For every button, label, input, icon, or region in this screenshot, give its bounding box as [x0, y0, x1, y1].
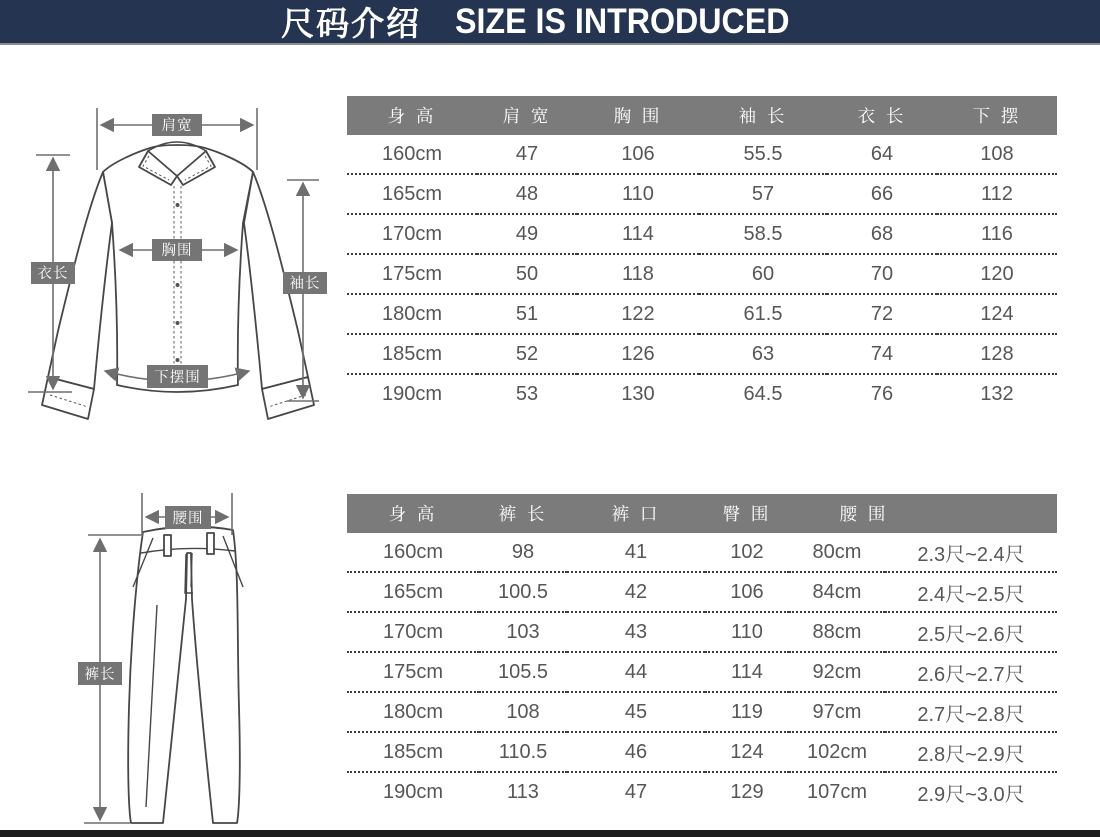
table-cell: 2.9尺~3.0尺	[917, 783, 1025, 806]
table-row	[347, 174, 1057, 214]
table-cell: 170cm	[347, 214, 477, 254]
table-cell: 76	[870, 382, 894, 405]
table-cell: 51	[477, 294, 577, 334]
column-header-sleeve: 袖 长	[699, 96, 827, 135]
table-row	[347, 652, 1057, 692]
shirt-table-header-row	[347, 96, 1057, 135]
table-row	[347, 612, 1057, 652]
column-header-shoulder: 肩 宽	[477, 96, 577, 135]
table-cell: 60	[699, 254, 827, 294]
table-cell: 120	[937, 254, 1057, 294]
table-cell: 41	[567, 533, 705, 572]
table-row	[347, 533, 1057, 572]
table-cell: 63	[699, 334, 827, 374]
table-cell: 2.7尺~2.8尺	[885, 692, 1057, 732]
column-header-chest: 胸 围	[577, 96, 699, 135]
table-cell: 106	[705, 572, 789, 612]
table-cell: 165cm	[347, 572, 479, 612]
table-row	[347, 374, 1057, 413]
table-cell: 175cm	[347, 254, 477, 294]
table-cell: 92cm	[789, 652, 885, 692]
table-cell: 50	[477, 254, 577, 294]
table-cell: 113	[507, 780, 539, 803]
table-cell: 175cm	[347, 652, 479, 692]
shirt-table-body	[347, 135, 1057, 413]
waist-label: 腰围	[172, 511, 204, 527]
table-cell: 44	[567, 652, 705, 692]
page-title-english: SIZE IS INTRODUCED	[455, 1, 790, 41]
pants-table-body	[347, 533, 1057, 811]
table-cell: 84cm	[789, 572, 885, 612]
shirt-size-table	[347, 96, 1057, 413]
table-cell: 180cm	[347, 294, 477, 334]
table-cell: 68	[827, 214, 937, 254]
table-cell: 110	[705, 612, 789, 652]
table-cell: 110.5	[479, 732, 567, 772]
table-cell: 129	[730, 780, 764, 803]
table-cell: 49	[477, 214, 577, 254]
table-cell: 100.5	[479, 572, 567, 612]
pants-size-table	[347, 494, 1057, 811]
table-cell: 190cm	[381, 382, 443, 405]
column-header-hem: 下 摆	[937, 96, 1057, 135]
table-cell: 45	[567, 692, 705, 732]
table-cell: 64.5	[743, 382, 783, 405]
table-cell: 124	[705, 732, 789, 772]
chest-label: 胸围	[161, 243, 193, 259]
table-cell: 64	[827, 135, 937, 174]
table-cell: 118	[577, 254, 699, 294]
table-cell: 102	[705, 533, 789, 572]
table-cell: 58.5	[699, 214, 827, 254]
table-cell: 47	[624, 780, 648, 803]
table-cell: 105.5	[479, 652, 567, 692]
table-cell: 103	[479, 612, 567, 652]
table-cell: 160cm	[347, 135, 477, 174]
table-cell: 106	[577, 135, 699, 174]
page-title-chinese: 尺码介绍	[281, 5, 422, 42]
shirt-measurement-diagram	[0, 55, 345, 420]
table-cell: 88cm	[789, 612, 885, 652]
table-cell: 185cm	[347, 334, 477, 374]
table-cell: 130	[621, 382, 655, 405]
column-header-height: 身 高	[347, 494, 479, 533]
table-cell: 116	[937, 214, 1057, 254]
table-cell: 128	[937, 334, 1057, 374]
column-header-hip: 臀 围	[705, 494, 789, 533]
table-cell: 2.3尺~2.4尺	[885, 533, 1057, 572]
table-cell: 112	[937, 174, 1057, 214]
column-header-pants-length: 裤 长	[479, 494, 567, 533]
hem-label: 下摆围	[154, 370, 201, 386]
table-cell: 110	[577, 174, 699, 214]
table-cell: 53	[515, 382, 539, 405]
table-row	[347, 214, 1057, 254]
table-cell: 70	[827, 254, 937, 294]
table-row	[347, 732, 1057, 772]
table-cell: 126	[577, 334, 699, 374]
table-cell: 47	[477, 135, 577, 174]
table-cell: 132	[980, 382, 1014, 405]
table-cell: 46	[567, 732, 705, 772]
table-cell: 80cm	[789, 533, 885, 572]
table-row	[347, 572, 1057, 612]
pants-outline	[128, 526, 243, 823]
table-cell: 74	[827, 334, 937, 374]
table-cell: 102cm	[789, 732, 885, 772]
table-cell: 165cm	[347, 174, 477, 214]
table-cell: 114	[577, 214, 699, 254]
pants-measurement-diagram	[40, 477, 300, 835]
table-cell: 97cm	[789, 692, 885, 732]
table-cell: 52	[477, 334, 577, 374]
table-row	[347, 334, 1057, 374]
title-bar	[0, 0, 1100, 45]
table-cell: 61.5	[699, 294, 827, 334]
table-cell: 170cm	[347, 612, 479, 652]
sleeve-length-label: 袖长	[289, 276, 321, 292]
table-row	[347, 135, 1057, 174]
table-cell: 57	[699, 174, 827, 214]
column-header-height: 身 高	[347, 96, 477, 135]
table-cell: 66	[827, 174, 937, 214]
column-header-cuff: 裤 口	[567, 494, 705, 533]
table-cell: 72	[827, 294, 937, 334]
table-cell: 2.4尺~2.5尺	[885, 572, 1057, 612]
table-cell: 114	[705, 652, 789, 692]
column-header-waist: 腰 围	[789, 494, 1057, 533]
table-cell: 107cm	[806, 780, 868, 803]
table-cell: 43	[567, 612, 705, 652]
table-row	[347, 692, 1057, 732]
table-cell: 160cm	[347, 533, 479, 572]
shoulder-width-label: 肩宽	[161, 118, 193, 134]
table-cell: 124	[937, 294, 1057, 334]
table-cell: 48	[477, 174, 577, 214]
table-cell: 98	[479, 533, 567, 572]
column-header-length: 衣 长	[827, 96, 937, 135]
table-cell: 190cm	[382, 780, 444, 803]
table-cell: 180cm	[347, 692, 479, 732]
garment-length-label: 衣长	[37, 266, 69, 282]
table-row	[347, 772, 1057, 811]
pants-length-label: 裤长	[84, 667, 116, 683]
pants-table-header-row	[347, 494, 1057, 533]
bottom-divider-bar	[0, 830, 1100, 837]
table-cell: 185cm	[347, 732, 479, 772]
table-row	[347, 294, 1057, 334]
table-cell: 2.6尺~2.7尺	[885, 652, 1057, 692]
table-cell: 2.8尺~2.9尺	[885, 732, 1057, 772]
table-cell: 42	[567, 572, 705, 612]
table-cell: 55.5	[699, 135, 827, 174]
table-cell: 108	[937, 135, 1057, 174]
table-cell: 108	[479, 692, 567, 732]
table-cell: 122	[577, 294, 699, 334]
table-cell: 119	[705, 692, 789, 732]
table-cell: 2.5尺~2.6尺	[885, 612, 1057, 652]
table-row	[347, 254, 1057, 294]
